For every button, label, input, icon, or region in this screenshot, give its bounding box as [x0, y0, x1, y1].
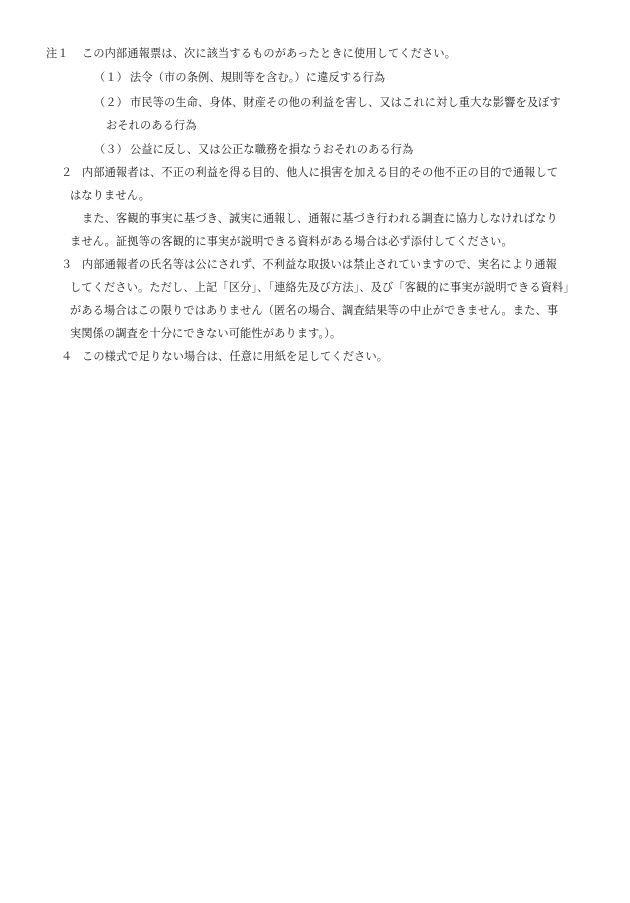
note-1-marker: 注１	[46, 47, 69, 60]
note-3-marker: ３	[61, 258, 73, 271]
note-1-item-3-text: 公益に反し、又は公正な職務を損なうおそれのある行為	[130, 143, 414, 156]
note-1-item-2-text-line-2: おそれのある行為	[106, 119, 197, 132]
note-3-line-3: がある場合はこの限りではありません（匿名の場合、調査結果等の中止ができません。また、事	[70, 304, 559, 317]
note-3-line-4: 実関係の調査を十分にできない可能性があります。）。	[70, 327, 342, 340]
note-2-line-2: はなりません。	[70, 189, 151, 202]
note-3-line-1: 内部通報者の氏名等は公にされず、不利益な取扱いは禁止されていますので、実名により通報	[82, 258, 558, 271]
note-4-line-1: この様式で足りない場合は、任意に用紙を足してください。	[82, 350, 389, 363]
note-2-line-4: ません。証拠等の客観的に事実が説明できる資料がある場合は必ず添付してください。	[70, 235, 513, 248]
note-1-item-2-marker: （２）	[94, 96, 129, 109]
note-2-line-3: また、客観的事実に基づき、誠実に通報し、通報に基づき行われる調査に協力しなければなり	[82, 212, 558, 225]
note-2-line-1: 内部通報者は、不正の利益を得る目的、他人に損害を加える目的その他不正の目的で通報して	[82, 166, 559, 179]
note-4-marker: ４	[61, 350, 73, 363]
note-1-item-3-marker: （３）	[94, 143, 129, 156]
note-3-line-2: してください。ただし、上記「区分」、「連絡先及び方法」、及び「客観的に事実が説明できる資料」	[70, 281, 575, 294]
note-1-item-1-text: 法令（市の条例、規則等を含む。）に違反する行為	[130, 71, 386, 84]
note-2-marker: ２	[61, 166, 73, 179]
note-1-item-2-text-line-1: 市民等の生命、身体、財産その他の利益を害し、又はこれに対し重大な影響を及ぼす	[130, 96, 561, 109]
note-1-item-1-marker: （１）	[94, 71, 129, 84]
note-1-intro: この内部通報票は、次に該当するものがあったときに使用してください。	[82, 47, 457, 60]
note-1-intro-row	[46, 47, 69, 61]
